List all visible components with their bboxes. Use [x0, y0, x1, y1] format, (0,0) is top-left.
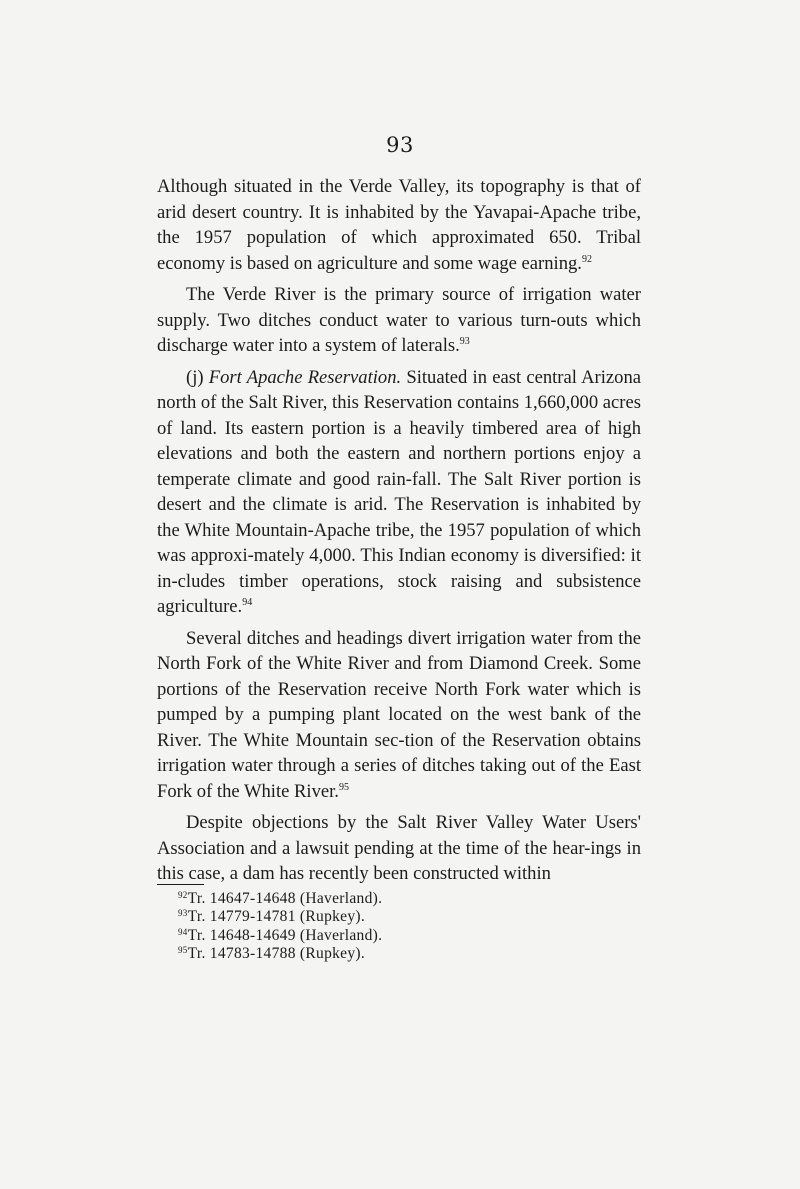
paragraph-verde-topography: [157, 174, 641, 276]
paragraph-verde-river: [157, 282, 641, 359]
footnote-text: Tr. 14647-14648 (Haverland).: [187, 890, 383, 907]
footnote-divider: [157, 884, 204, 885]
footnote-item: [178, 927, 598, 945]
paragraph-text: Several ditches and headings divert irrigation water from the North Fork of the White River and from Diamond Creek. Some portions of the Reservation receive North Fork water which is pumped by a pumping plant located on the west bank of the River. The White Mountain sec-tion of the Reservation obtains irrigation water through a series of ditches taking out of the East Fork of the White River.: [157, 627, 641, 802]
footnote-ref: 93: [459, 336, 470, 347]
footnote-text: Tr. 14779-14781 (Rupkey).: [187, 908, 366, 926]
paragraph-ditches: [157, 626, 641, 805]
paragraph-fort-apache: [157, 365, 641, 620]
paragraph-dam: [157, 810, 641, 887]
footnote-item: [178, 908, 598, 926]
paragraph-text: The Verde River is the primary source of irrigation water supply. Two ditches conduct water to various turn-outs which discharge water into a system of laterals.: [157, 284, 641, 356]
body-text: [157, 174, 641, 893]
footnote-number: 95: [178, 945, 188, 956]
section-heading: Fort Apache Reservation.: [208, 366, 402, 388]
footnote-text: Tr. 14648-14649 (Haverland).: [187, 926, 383, 944]
footnote-ref: 95: [338, 781, 349, 793]
footnotes: [178, 890, 598, 964]
footnote-number: 94: [178, 926, 188, 937]
page-number: 93: [386, 133, 414, 157]
paragraph-text: Although situated in the Verde Valley, its topography is that of arid desert country. It is inhabited by the Yavapai-Apache tribe, the 1957 population of which approximated 650. Tribal economy is based on agriculture and some wage earning.: [157, 176, 641, 274]
footnote-item: [178, 945, 598, 963]
footnote-number: 92: [178, 890, 188, 900]
paragraph-text: Despite objections by the Salt River Valley Water Users' Association and a lawsuit pending at the time of the hear-ings in this case, a dam has recently been constructed within: [157, 812, 641, 884]
paragraph-text: Situated in east central Arizona north of the Salt River, this Reservation contains 1,660,000 acres of land. Its eastern portion is a heavily timbered area of high elevations and both the eastern and northern portions enjoy a temperate climate and good rain-fall. The Salt River portion is desert and the climate is arid. The Reservation is inhabited by the White Mountain-Apache tribe, the 1957 population of which was approxi-mately 4,000. This Indian economy is diversified: it in-cludes timber operations, stock raising and subsistence agriculture.: [157, 366, 641, 617]
footnote-item: [178, 890, 598, 908]
footnote-ref: 94: [242, 597, 253, 608]
footnote-ref: 92: [581, 253, 592, 265]
footnote-text: Tr. 14783-14788 (Rupkey).: [187, 945, 366, 963]
footnote-number: 93: [178, 908, 188, 919]
section-label: (j): [186, 366, 209, 388]
